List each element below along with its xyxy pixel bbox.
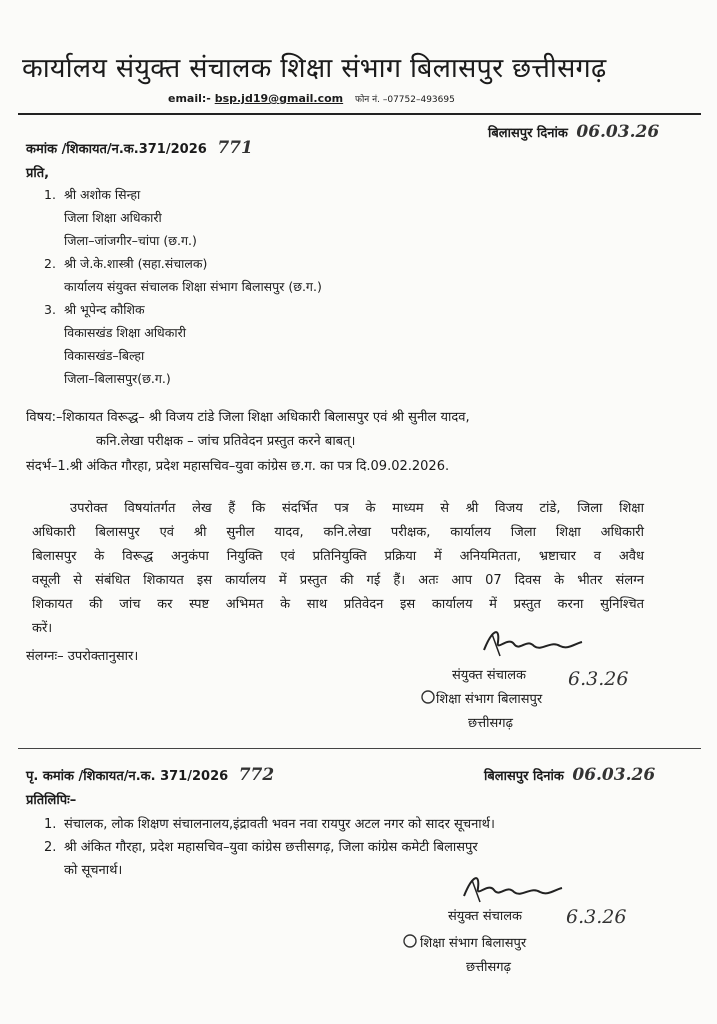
section-divider — [18, 748, 701, 749]
copy-signatory-title: संयुक्त संचालक — [448, 909, 523, 924]
recipient-3-line: विकासखंड–बिल्हा — [64, 348, 145, 363]
copy-ref-no: पृ. कमांक /शिकायत/न.क. 371/2026 772 — [26, 765, 275, 785]
reference-line: संदर्भ–1.श्री अंकित गौरहा, प्रदेश महासचिव–युवा कांग्रेस छ.ग. का पत्र दि.09.02.2026. — [26, 459, 450, 474]
office-title: कार्यालय संयुक्त संचालक शिक्षा संभाग बिलासपुर छत्तीसगढ़ — [22, 53, 607, 84]
recipient-3-line: विकासखंड शिक्षा अधिकारी — [64, 325, 186, 340]
body-text: अधिकारी बिलासपुर एवं श्री सुनील यादव, कनि.लेखा परीक्षक, कार्यालय जिला शिक्षा अधिकारी — [32, 525, 644, 540]
letter-ref-handwritten: 771 — [217, 138, 253, 158]
seal-mark-icon — [420, 689, 436, 705]
signatory-state: छत्तीसगढ़ — [468, 716, 513, 731]
body-text: वसूली से संबंधित शिकायत इस कार्यालय में प्रस्तुत की गई हैं। अतः आप 07 दिवस के भीतर संलग्न — [32, 573, 644, 588]
seal-mark-icon — [402, 933, 418, 949]
recipient-2-line: कार्यालय संयुक्त संचालक शिक्षा संभाग बिलासपुर (छ.ग.) — [64, 279, 322, 294]
signature-scribble — [478, 622, 588, 662]
copy-item-2-cont: को सूचनार्थ। — [64, 863, 123, 878]
signature-date-handwritten: 6.3.26 — [568, 668, 629, 690]
copy-date-handwritten: 06.03.26 — [572, 765, 656, 785]
body-text: उपरोक्त विषयांतर्गत लेख हैं कि संदर्भित पत्र के माध्यम से श्री विजय टांडे, जिला शिक्षा — [70, 501, 644, 516]
body-text: बिलासपुर के विरूद्ध अनुकंपा नियुक्ति एवं प्रतिनियुक्ति प्रक्रिया में अनियमितता, भ्रष्टाचार व अवैध — [32, 549, 644, 564]
recipient-3: 3. श्री भूपेन्द कौशिक — [44, 302, 145, 317]
recipient-3-line: जिला–बिलासपुर(छ.ग.) — [64, 371, 171, 386]
body-text: करें। — [32, 621, 53, 636]
letter-ref-no: कमांक /शिकायत/न.क.371/2026 771 — [26, 138, 253, 158]
enclosure-line: संलग्नः– उपरोक्तानुसार। — [26, 649, 139, 664]
copy-signature-date-handwritten: 6.3.26 — [566, 906, 627, 928]
recipient-1-line: जिला शिक्षा अधिकारी — [64, 210, 162, 225]
subject-line: विषय:–शिकायत विरूद्ध– श्री विजय टांडे जिला शिक्षा अधिकारी बिलासपुर एवं श्री सुनील यादव, — [26, 410, 470, 425]
letter-place-date: बिलासपुर दिनांक 06.03.26 — [488, 122, 660, 142]
phone-number: फोन नं. –07752–493695 — [355, 95, 455, 105]
subject-line: कनि.लेखा परीक्षक – जांच प्रतिवेदन प्रस्तुत करने बाबत्। — [96, 434, 356, 449]
copy-label: प्रतिलिपिः– — [26, 793, 77, 808]
recipient-2: 2. श्री जे.के.शास्त्री (सहा.संचालक) — [44, 256, 208, 271]
copy-ref-handwritten: 772 — [238, 765, 275, 785]
contact-line — [168, 92, 455, 105]
body-text: शिकायत की जांच कर स्पष्ट अभिमत के साथ प्रतिवेदन इस कार्यालय में प्रस्तुत करना सुनिश्चित — [32, 597, 644, 612]
signatory-office: शिक्षा संभाग बिलासपुर — [436, 692, 543, 707]
copy-place-date: बिलासपुर दिनांक 06.03.26 — [484, 765, 656, 785]
letter-date-handwritten: 06.03.26 — [576, 122, 660, 142]
copy-item-2: 2. श्री अंकित गौरहा, प्रदेश महासचिव–युवा कांग्रेस छत्तीसगढ़, जिला कांग्रेस कमेटी बिलासपुर — [44, 840, 478, 855]
to-label: प्रति, — [26, 166, 50, 181]
recipient-1: 1. श्री अशोक सिन्हा — [44, 187, 141, 202]
recipient-1-line: जिला–जांजगीर–चांपा (छ.ग.) — [64, 233, 197, 248]
email-link[interactable]: bsp.jd19@gmail.com — [214, 92, 344, 105]
signatory-title: संयुक्त संचालक — [452, 668, 527, 683]
copy-signatory-state: छत्तीसगढ़ — [466, 960, 511, 975]
copy-signatory-office: शिक्षा संभाग बिलासपुर — [420, 936, 527, 951]
signature-scribble — [458, 868, 568, 908]
email-label: email:- — [168, 92, 211, 105]
header-divider — [18, 113, 701, 115]
copy-item-1: 1. संचालक, लोक शिक्षण संचालनालय,इंद्रावती भवन नवा रायपुर अटल नगर को सादर सूचनार्थ। — [44, 817, 495, 832]
